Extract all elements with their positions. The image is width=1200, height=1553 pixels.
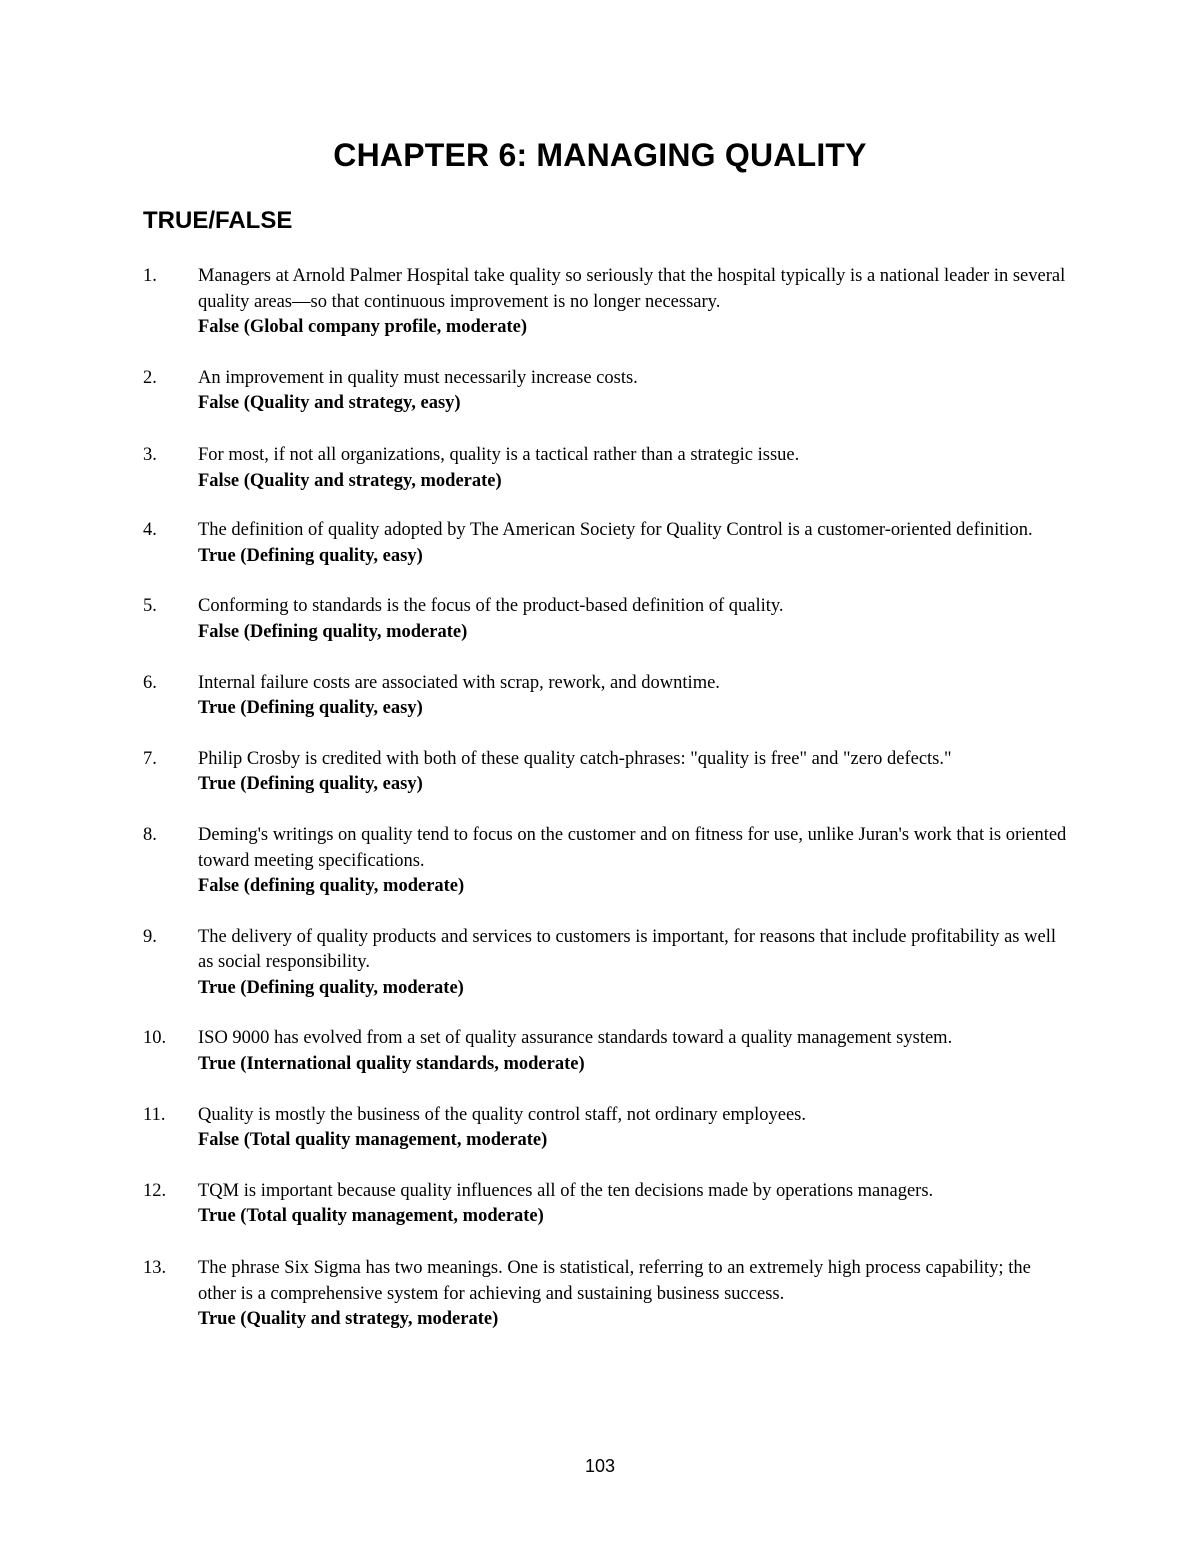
question-text: Philip Crosby is credited with both of these quality catch-phrases: "quality is free" and "zero defects." xyxy=(198,748,952,769)
question-text: TQM is important because quality influences all of the ten decisions made by operations managers. xyxy=(198,1180,934,1201)
question-answer: False (Quality and strategy, moderate) xyxy=(198,470,502,491)
question-answer: True (Defining quality, easy) xyxy=(198,698,423,719)
question-number: 13. xyxy=(143,1258,167,1279)
question-item xyxy=(0,747,1200,798)
question-text: The definition of quality adopted by The American Society for Quality Control is a customer-oriented definition. xyxy=(198,520,1033,541)
question-answer: True (Total quality management, moderate) xyxy=(198,1206,544,1227)
question-number: 9. xyxy=(143,926,157,947)
question-answer: False (defining quality, moderate) xyxy=(198,876,465,897)
question-item xyxy=(0,1026,1200,1077)
question-item xyxy=(0,264,1200,341)
question-text: The delivery of quality products and services to customers is important, for reasons that include profitability as well as social responsibility. xyxy=(198,926,1056,973)
question-item xyxy=(0,671,1200,722)
question-list xyxy=(0,264,1200,1333)
question-item xyxy=(0,366,1200,417)
question-number: 1. xyxy=(143,266,157,286)
question-number: 7. xyxy=(143,748,157,769)
question-number: 3. xyxy=(143,444,157,465)
question-answer: True (Defining quality, moderate) xyxy=(198,977,464,998)
question-number: 11. xyxy=(143,1104,166,1125)
question-text: For most, if not all organizations, quality is a tactical rather than a strategic issue. xyxy=(198,444,800,465)
question-answer: False (Global company profile, moderate) xyxy=(198,317,528,338)
question-answer: False (Defining quality, moderate) xyxy=(198,621,468,642)
question-answer: False (Quality and strategy, easy) xyxy=(198,393,461,414)
question-answer: True (Defining quality, easy) xyxy=(198,545,423,566)
question-text: Conforming to standards is the focus of the product-based definition of quality. xyxy=(198,596,784,617)
question-text: Deming's writings on quality tend to focus on the customer and on fitness for use, unlike Juran's work that is oriented toward meeting specifications. xyxy=(198,824,1067,871)
question-item xyxy=(0,594,1200,645)
question-text: Managers at Arnold Palmer Hospital take quality so seriously that the hospital typically is a national leader in several quality areas—so that continuous improvement is no longer necessary. xyxy=(198,266,1066,312)
question-answer: True (Quality and strategy, moderate) xyxy=(198,1309,499,1330)
page-number: 103 xyxy=(584,1456,616,1476)
question-item xyxy=(0,1179,1200,1230)
question-item xyxy=(0,823,1200,900)
chapter-title: CHAPTER 6: MANAGING QUALITY xyxy=(333,137,867,173)
question-text: Quality is mostly the business of the quality control staff, not ordinary employees. xyxy=(198,1104,807,1125)
question-text: ISO 9000 has evolved from a set of quality assurance standards toward a quality management system. xyxy=(198,1028,953,1049)
question-number: 10. xyxy=(143,1028,167,1049)
question-number: 8. xyxy=(143,824,157,845)
question-number: 12. xyxy=(143,1180,167,1201)
question-item xyxy=(0,1256,1200,1333)
question-answer: False (Total quality management, moderate) xyxy=(198,1130,548,1151)
question-answer: True (International quality standards, moderate) xyxy=(198,1054,585,1075)
section-heading: TRUE/FALSE xyxy=(143,207,293,234)
question-number: 6. xyxy=(143,672,157,693)
question-number: 2. xyxy=(143,367,157,388)
question-number: 5. xyxy=(143,596,157,617)
question-text: An improvement in quality must necessarily increase costs. xyxy=(198,367,638,388)
question-item xyxy=(0,1103,1200,1154)
question-text: Internal failure costs are associated with scrap, rework, and downtime. xyxy=(198,672,720,693)
question-item xyxy=(0,925,1200,1002)
question-item xyxy=(0,443,1200,494)
question-number: 4. xyxy=(143,520,157,541)
question-answer: True (Defining quality, easy) xyxy=(198,774,423,795)
question-item xyxy=(0,518,1200,569)
question-text: The phrase Six Sigma has two meanings. One is statistical, referring to an extremely high process capability; the other is a comprehensive system for achieving and sustaining business success. xyxy=(198,1258,1031,1304)
